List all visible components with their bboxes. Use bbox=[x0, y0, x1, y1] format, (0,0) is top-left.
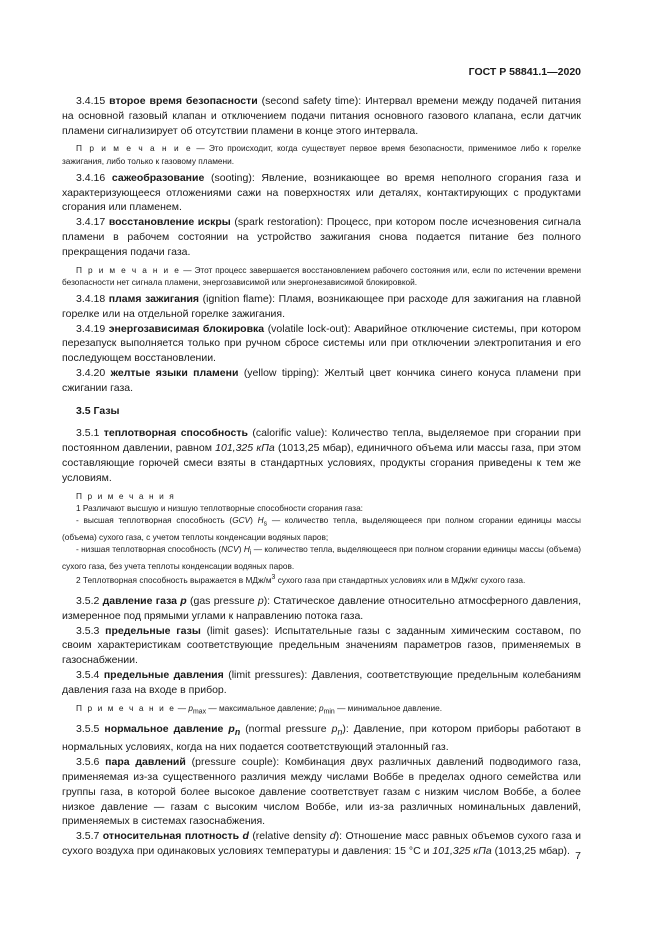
note-text-cont: — минимальное давление. bbox=[337, 702, 443, 713]
term-3-5-3 bbox=[62, 624, 581, 668]
page-number: 7 bbox=[575, 850, 581, 862]
term-definition: (second safety time): Интервал времени между подачей питания на основной газовый клапан и отключением подачи питания основного газового клапана, если датчик пламени сигнализирует об отсутствии пламени в конце этого интервала. bbox=[62, 95, 582, 137]
term-definition: (gas pressure bbox=[190, 595, 255, 608]
note-item-2 bbox=[62, 572, 581, 586]
symbol-p: p bbox=[318, 702, 324, 713]
note-3-4-15 bbox=[62, 142, 581, 166]
term-number: 3.5.4 bbox=[76, 669, 100, 682]
term-number: 3.5.3 bbox=[76, 624, 100, 637]
symbol-sub: i bbox=[249, 549, 252, 557]
term-name: пламя зажигания bbox=[108, 292, 200, 305]
term-3-4-17 bbox=[62, 215, 581, 259]
term-number: 3.4.19 bbox=[76, 322, 106, 335]
term-3-5-1 bbox=[62, 426, 581, 485]
term-definition: (yellow tipping): Желтый цвет кончика синего конуса пламени при сжигании газа. bbox=[62, 366, 581, 394]
term-name: пара давлений bbox=[105, 756, 186, 769]
term-number: 3.4.18 bbox=[76, 292, 106, 305]
note-label: П р и м е ч а н и е bbox=[76, 702, 176, 713]
document-id: ГОСТ Р 58841.1—2020 bbox=[468, 66, 581, 78]
document-body bbox=[62, 94, 581, 859]
term-definition: (limit gases): Испытательные газы с заданным химическим составом, по своим характеристикам соответствующие предельным значениям параметров газов, применяемых в газоснабжении. bbox=[62, 624, 581, 667]
note-dash: — bbox=[177, 702, 187, 713]
term-3-4-20 bbox=[62, 366, 581, 396]
note-label: П р и м е ч а н и е bbox=[76, 143, 193, 154]
symbol-sub-min: min bbox=[323, 708, 335, 716]
term-number: 3.4.20 bbox=[76, 366, 106, 379]
term-name: энергозависимая блокировка bbox=[108, 322, 265, 335]
term-name: теплотворная способность bbox=[103, 427, 248, 440]
term-3-4-15 bbox=[62, 94, 581, 138]
term-name: нормальное давление bbox=[104, 723, 224, 736]
term-definition: (calorific value): Количество тепла, выделяемое при сгорании при постоянном давлении, равном bbox=[62, 427, 581, 455]
term-definition-cont: (1013,25 мбар), единичного объема или массы газа, при этом составляющие горючей смеси взяты в стандартных условиях, продукты сгорания приведены к тем же условиям. bbox=[62, 442, 582, 484]
note-text: — максимальное давление; bbox=[208, 702, 317, 713]
term-3-5-6 bbox=[62, 755, 581, 829]
symbol-p: p bbox=[331, 723, 338, 736]
term-definition-cont: ): Отношение масс равных объемов сухого газа и сухого воздуха при одинаковых условиях температуры и давления: 15 °С и bbox=[62, 830, 582, 857]
superscript: 3 bbox=[271, 574, 276, 582]
note-text: - низшая теплотворная способность ( bbox=[76, 544, 222, 555]
term-name: относительная плотность bbox=[102, 830, 240, 843]
section-title: Газы bbox=[93, 404, 120, 417]
note-3-5-4 bbox=[62, 702, 581, 719]
term-3-5-5 bbox=[62, 722, 581, 755]
term-number: 3.4.17 bbox=[76, 216, 106, 229]
term-symbol: p bbox=[228, 723, 235, 736]
term-number: 3.5.1 bbox=[76, 427, 100, 440]
note-text: — Этот процесс завершается восстановлением рабочего состояния или, если по истечении времени безопасности нет сигнала пламени, энергозависимой или энергонезависимой блокировкой. bbox=[62, 264, 581, 287]
note-text-cont: сухого газа при стандартных условиях или в МДж/кг сухого газа. bbox=[277, 574, 526, 585]
term-name: желтые языки пламени bbox=[110, 366, 239, 379]
term-name: предельные давления bbox=[103, 669, 224, 682]
term-symbol: d bbox=[242, 830, 249, 843]
term-number: 3.5.5 bbox=[76, 723, 100, 736]
symbol-h: H bbox=[257, 514, 264, 525]
term-definition: (limit pressures): Давления, соответствующие предельным колебаниям давления газа на входе в прибор. bbox=[62, 669, 582, 696]
term-3-5-4 bbox=[62, 668, 581, 698]
symbol-sub-max: max bbox=[193, 708, 207, 716]
note-item-1a: - высшая теплотворная способность (GCV) $H_s$ — количество тепла, выделяющееся при полном сгорании единицы массы (объема) сухого газа, с учетом теплоты конденсации водяных паров; bbox=[62, 514, 581, 542]
term-3-5-7 bbox=[62, 829, 581, 859]
note-text: — Это происходит, когда существует первое время безопасности, применимое либо к горелке зажигания, либо только к газовому пламени. bbox=[62, 143, 581, 166]
pressure-value: 101,325 кПа bbox=[432, 844, 492, 857]
symbol-h: H bbox=[243, 544, 250, 555]
term-definition: (volatile lock-out): Аварийное отключение системы, при котором перезапуск выполняется только при ручном сбросе системы или при отключении электропитания и его последующем восстановлении. bbox=[62, 322, 581, 365]
term-definition: (pressure couple): Комбинация двух различных давлений подводимого газа, применяемая из-за существенного различия между числами Воббе в пределах одного семейства или группы газа, в которой более высокое давление соответствует газам с низким числом Воббе, а более низкое давление — газам с высоким числом Воббе, или из-за различных номинальных давлений, применяемых в системах газоснабжения. bbox=[62, 756, 581, 828]
note-text: - высшая теплотворная способность ( bbox=[76, 514, 233, 525]
term-definition-end: (1013,25 мбар). bbox=[494, 844, 570, 857]
note-3-4-17 bbox=[62, 264, 581, 288]
term-number: 3.4.16 bbox=[76, 171, 106, 184]
notes-label-text: П р и м е ч а н и я bbox=[76, 490, 176, 501]
note-text: 2 Теплотворная способность выражается в МДж/м bbox=[76, 574, 272, 585]
note-label: П р и м е ч а н и е bbox=[76, 264, 181, 275]
note-item-1b: - низшая теплотворная способность (NCV) $H_i$ — количество тепла, выделяющееся при полном сгорании единицы массы (объема) сухого газа, без учета теплоты конденсации водяных паров. bbox=[62, 544, 581, 571]
term-3-4-19 bbox=[62, 322, 581, 366]
term-number: 3.4.15 bbox=[76, 95, 106, 107]
term-symbol: p bbox=[180, 595, 187, 608]
term-definition: (spark restoration): Процесс, при котором после исчезновения сигнала пламени в рабочем состоянии на устройство зажигания снова подается питание без полного прекращения подачи газа. bbox=[62, 216, 582, 258]
term-definition: (ignition flame): Пламя, возникающее при расходе для зажигания на главной горелке или на отдельной горелке зажигания. bbox=[62, 292, 581, 320]
term-symbol-sub: n bbox=[234, 727, 241, 738]
term-name: предельные газы bbox=[105, 624, 201, 637]
abbr-ncv: NCV bbox=[221, 544, 239, 555]
term-definition: (normal pressure bbox=[245, 723, 327, 736]
term-3-4-18 bbox=[62, 292, 581, 322]
abbr-gcv: GCV bbox=[232, 514, 251, 525]
symbol-sub: s bbox=[263, 520, 268, 528]
term-3-4-16 bbox=[62, 171, 581, 215]
term-definition: (sooting): Явление, возникающее во время неполного сгорания газа и характеризующееся отложениями сажи на поверхностях или деталях, контактирующих с продуктами сгорания или пламенем. bbox=[62, 171, 582, 214]
section-number: 3.5 bbox=[76, 404, 91, 417]
pressure-value: 101,325 кПа bbox=[215, 442, 275, 455]
symbol-d: d bbox=[329, 830, 336, 843]
term-definition: (relative density bbox=[252, 830, 327, 843]
symbol-p: p bbox=[188, 702, 193, 713]
term-definition-cont: ): Давление, при котором приборы работают в нормальных условиях, когда на них подается соответствующий эталонный газ. bbox=[62, 723, 582, 754]
notes-3-5-1 bbox=[62, 490, 581, 587]
term-number: 3.5.7 bbox=[76, 830, 100, 843]
notes-label bbox=[62, 490, 581, 502]
term-name: сажеобразование bbox=[111, 171, 205, 184]
term-3-5-2 bbox=[62, 594, 581, 624]
section-heading bbox=[62, 404, 581, 419]
term-name: восстановление искры bbox=[108, 216, 231, 229]
note-text-cont: — количество тепла, выделяющееся при полном сгорании единицы массы (объема) сухого газа, без учета теплоты конденсации водяных паров. bbox=[62, 544, 581, 571]
symbol-sub-n: n bbox=[337, 727, 343, 738]
term-definition-cont: ): Статическое давление относительно атмосферного давления, измеренное под прямыми углами к направлению потока газа. bbox=[62, 595, 582, 622]
note-item-1: 1 Различают высшую и низшую теплотворные способности сгорания газа: bbox=[76, 502, 363, 513]
note-text-cont: — количество тепла, выделяющееся при полном сгорании единицы массы (объема) сухого газа, с учетом теплоты конденсации водяных паров; bbox=[62, 514, 581, 542]
term-number: 3.5.6 bbox=[76, 756, 100, 769]
symbol-p: p bbox=[257, 595, 264, 608]
term-name: давление газа bbox=[102, 595, 178, 608]
term-number: 3.5.2 bbox=[76, 595, 100, 608]
term-name: второе время безопасности bbox=[109, 95, 258, 107]
